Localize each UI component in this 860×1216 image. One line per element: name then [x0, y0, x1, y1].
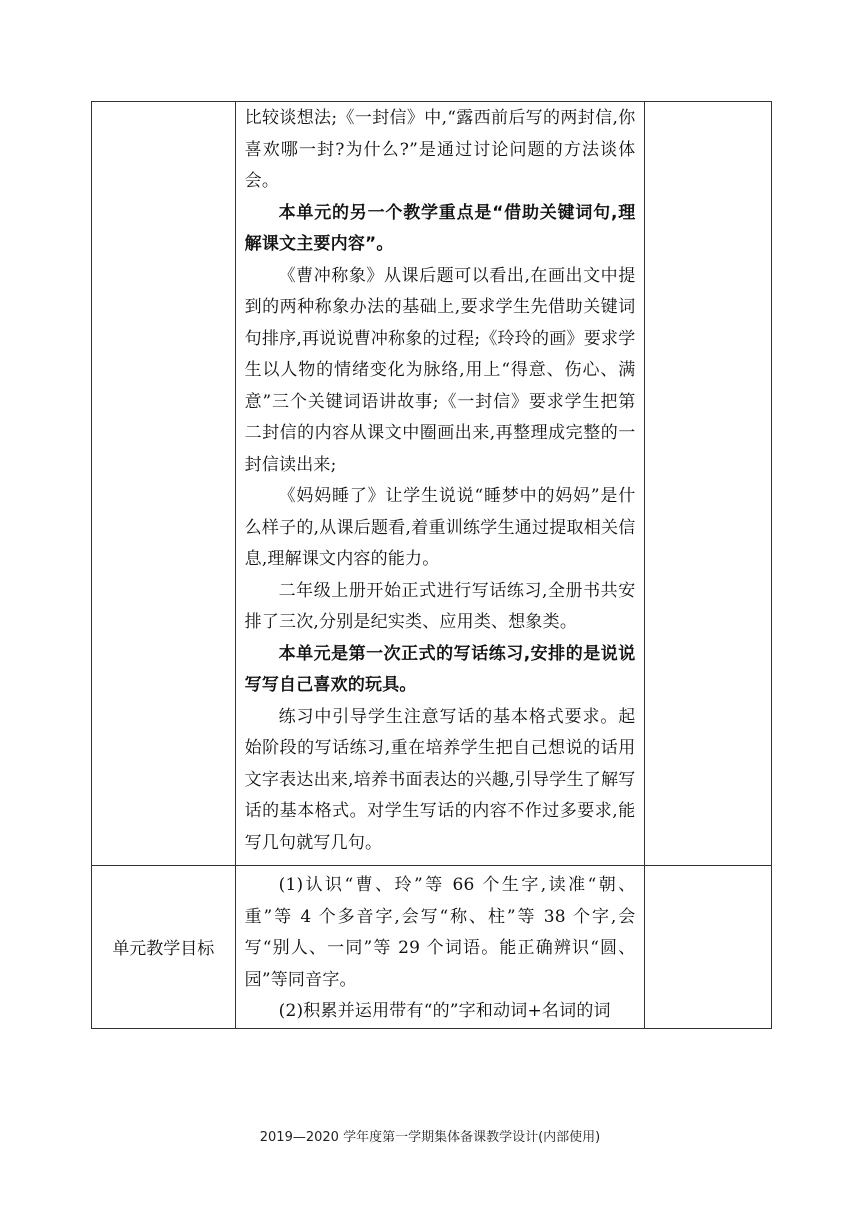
content-paragraphs [236, 102, 645, 865]
paragraph: (1)认识“曹、玲”等 66 个生字,读准“朝、重”等 4 个多音字,会写“称、柱”等 38 个字,会写“别人、一同”等 29 个词语。能正确辨识“圆、园”等同音字。 [244, 875, 636, 990]
paragraph: 《妈妈睡了》让学生说说“睡梦中的妈妈”是什么样子的,从课后题看,着重训练学生通过提取相关信息,理解课文内容的能力。 [244, 486, 636, 569]
row-label: 单元教学目标 [112, 939, 215, 960]
paragraph: 《曹冲称象》从课后题可以看出,在画出文中提到的两种称象办法的基础上,要求学生先借助关键词句排序,再说说曹冲称象的过程;《玲玲的画》要求学生以人物的情绪变化为脉络,用上“得意、伤心、满意”三个关键词语讲故事;《一封信》要求学生把第二封信的内容从课文中圈画出来,再整理成完整的一封信读出来; [244, 265, 636, 475]
content-cell [235, 102, 645, 866]
notes-cell [645, 102, 772, 866]
paragraph: 练习中引导学生注意写话的基本格式要求。起始阶段的写话练习,重在培养学生把自己想说的话用文字表达出来,培养书面表达的兴趣,引导学生了解写话的基本格式。对学生写话的内容不作过多要求,能写几句就写几句。 [244, 706, 636, 853]
paragraph: (2)积累并运用带有“的”字和动词+名词的词 [278, 1001, 611, 1021]
label-cell [92, 866, 236, 1029]
table-row [92, 866, 772, 1029]
paragraph: 二年级上册开始正式进行写话练习,全册书共安排了三次,分别是纪实类、应用类、想象类。 [244, 580, 636, 632]
notes-cell [645, 866, 772, 1029]
page-footer: 2019—2020 学年度第一学期集体备课教学设计(内部使用) [259, 1130, 601, 1145]
content-cell [235, 866, 645, 1029]
label-cell-empty [92, 102, 236, 866]
paragraph: 本单元是第一次正式的写话练习,安排的是说说写写自己喜欢的玩具。 [244, 643, 636, 695]
paragraph: 比较谈想法;《一封信》中,“露西前后写的两封信,你喜欢哪一封?为什么?”是通过讨论问题的方法谈体会。 [244, 108, 636, 191]
lesson-plan-table [91, 101, 772, 1029]
table-row [92, 102, 772, 866]
objectives-paragraphs [236, 866, 645, 1028]
paragraph: 本单元的另一个教学重点是“借助关键词句,理解课文主要内容”。 [244, 202, 636, 254]
